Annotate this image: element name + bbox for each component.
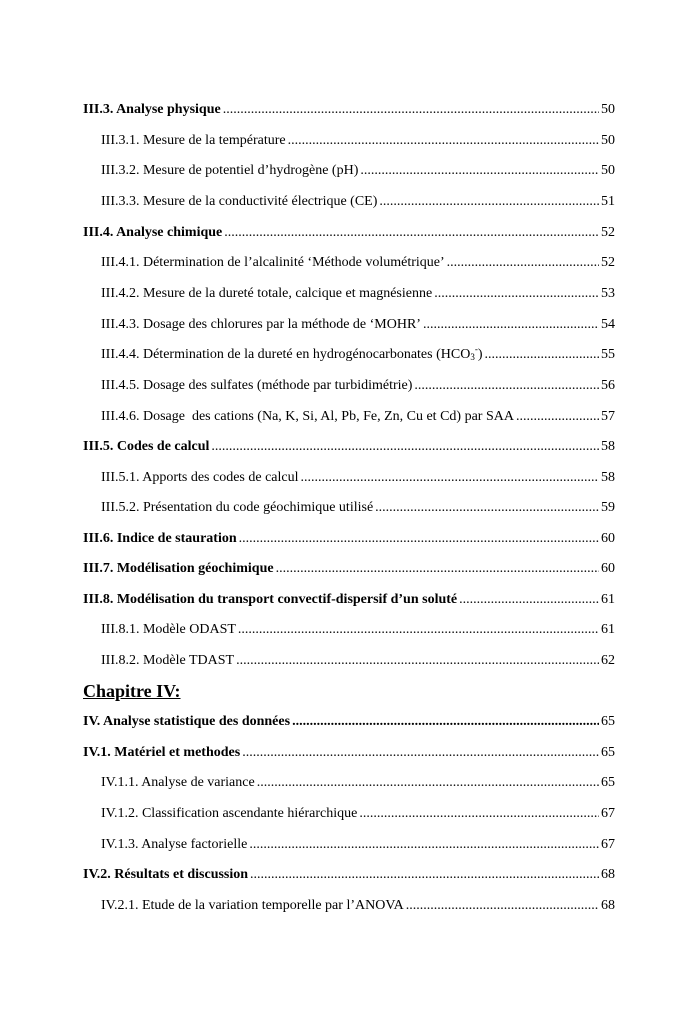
toc-entry[interactable] <box>101 836 615 854</box>
toc-entry-title: III.3.2. Mesure de potentiel d’hydrogène (pH) <box>101 163 359 178</box>
toc-entry-title: III.3. Analyse physique <box>83 102 221 117</box>
toc-entry[interactable] <box>101 652 615 670</box>
toc-entry-page: 50 <box>601 163 615 178</box>
subscript: 3 <box>470 352 475 362</box>
toc-entry-title: IV.1.2. Classification ascendante hiérarchique <box>101 806 358 821</box>
toc-entry[interactable] <box>83 713 615 731</box>
toc-entry-title <box>101 346 482 364</box>
toc-entry-page: 59 <box>601 500 615 515</box>
toc-entry-page: 68 <box>601 867 615 882</box>
toc-entry[interactable] <box>101 469 615 487</box>
toc-entry-title: III.6. Indice de stauration <box>83 531 237 546</box>
toc-entry-page: 58 <box>601 470 615 485</box>
toc-entry[interactable] <box>83 866 615 884</box>
toc-entry[interactable] <box>101 774 615 792</box>
toc-entry-title: III.4.3. Dosage des chlorures par la méthode de ‘MOHR’ <box>101 317 421 332</box>
toc-entry-page: 52 <box>601 255 615 270</box>
dot-leader <box>292 713 599 731</box>
dot-leader <box>224 224 599 242</box>
dot-leader <box>379 193 599 211</box>
dot-leader <box>242 744 599 762</box>
toc-entry-page: 61 <box>601 622 615 637</box>
chapter-heading[interactable]: Chapitre IV: <box>83 681 181 701</box>
toc-entry-page: 55 <box>601 347 615 362</box>
dot-leader <box>249 836 599 854</box>
toc-entry-page: 68 <box>601 898 615 913</box>
toc-entry[interactable] <box>83 530 615 548</box>
toc-entry-page: 67 <box>601 806 615 821</box>
toc-entry[interactable] <box>101 316 615 334</box>
toc-entry-title: IV. Analyse statistique des données <box>83 714 291 729</box>
dot-leader <box>211 438 599 456</box>
toc-entry-page: 65 <box>601 775 615 790</box>
dot-leader <box>459 591 599 609</box>
toc-entry[interactable] <box>83 591 615 609</box>
dot-leader <box>239 530 599 548</box>
toc-entry[interactable] <box>101 408 615 426</box>
toc-entry-title: III.8.2. Modèle TDAST <box>101 653 235 668</box>
toc-entry[interactable] <box>101 897 615 915</box>
toc-entry-page: 54 <box>601 317 615 332</box>
dot-leader <box>236 652 599 670</box>
toc-entry-page: 50 <box>601 102 615 117</box>
dot-leader <box>288 132 599 150</box>
toc-entry-title: III.7. Modélisation géochimique <box>83 561 274 576</box>
toc-entry-page: 51 <box>601 194 615 209</box>
toc-entry[interactable] <box>101 132 615 150</box>
dot-leader <box>484 346 599 364</box>
toc-entry-title: III.4.5. Dosage des sulfates (méthode par turbidimétrie) <box>101 378 413 393</box>
toc-entry-page: 58 <box>601 439 615 454</box>
toc-entry-title: IV.1. Matériel et methodes <box>83 745 241 760</box>
toc-entry[interactable] <box>83 438 615 456</box>
dot-leader <box>414 377 599 395</box>
toc-entry-page: 65 <box>601 714 615 729</box>
toc-entry-title: IV.1.3. Analyse factorielle <box>101 837 248 852</box>
dot-leader <box>375 499 599 517</box>
toc-entry-title: III.3.1. Mesure de la température <box>101 133 286 148</box>
dot-leader <box>360 162 599 180</box>
toc-entry-page: 57 <box>601 409 615 424</box>
toc-entry-page: 60 <box>601 561 615 576</box>
toc-entry-title: III.8.1. Modèle ODAST <box>101 622 236 637</box>
toc-entry[interactable] <box>101 377 615 395</box>
dot-leader <box>423 316 599 334</box>
toc-entry-page: 60 <box>601 531 615 546</box>
toc-entry-page: 67 <box>601 837 615 852</box>
toc-entry-page: 52 <box>601 225 615 240</box>
toc-entry[interactable] <box>83 744 615 762</box>
dot-leader <box>257 774 599 792</box>
toc-entry-title-end: ) <box>477 347 483 362</box>
toc-entry-title: III.3.3. Mesure de la conductivité électrique (CE) <box>101 194 378 209</box>
dot-leader <box>250 866 599 884</box>
toc-entry[interactable] <box>83 560 615 578</box>
toc-entry-page: 53 <box>601 286 615 301</box>
dot-leader <box>238 621 599 639</box>
dot-leader <box>516 408 599 426</box>
toc-entry[interactable] <box>101 346 615 364</box>
dot-leader <box>223 101 599 119</box>
toc-entry[interactable] <box>101 285 615 303</box>
toc-entry[interactable] <box>83 224 615 242</box>
toc-entry[interactable] <box>101 621 615 639</box>
toc-entry[interactable] <box>101 805 615 823</box>
superscript: - <box>474 344 478 354</box>
toc-entry-page: 56 <box>601 378 615 393</box>
dot-leader <box>406 897 599 915</box>
dot-leader <box>359 805 599 823</box>
toc-entry-title: III.4.2. Mesure de la dureté totale, calcique et magnésienne <box>101 286 433 301</box>
toc-entry-page: 61 <box>601 592 615 607</box>
toc-entry-title: III.4.6. Dosage des cations (Na, K, Si, Al, Pb, Fe, Zn, Cu et Cd) par SAA <box>101 409 514 424</box>
toc-entry-title: III.5. Codes de calcul <box>83 439 210 454</box>
toc-entry[interactable] <box>101 162 615 180</box>
toc-entry-title: III.5.2. Présentation du code géochimique utilisé <box>101 500 374 515</box>
dot-leader <box>434 285 599 303</box>
toc-entry-title: III.5.1. Apports des codes de calcul <box>101 470 299 485</box>
toc-entry-title-main: III.4.4. Détermination de la dureté en hydrogénocarbonates (HCO <box>101 347 471 362</box>
toc-entry-title: IV.2.1. Etude de la variation temporelle par l’ANOVA <box>101 898 404 913</box>
dot-leader <box>276 560 599 578</box>
toc-entry-title: III.8. Modélisation du transport convectif-dispersif d’un soluté <box>83 592 458 607</box>
toc-entry[interactable] <box>101 254 615 272</box>
toc-entry-title: III.4.1. Détermination de l’alcalinité ‘Méthode volumétrique’ <box>101 255 445 270</box>
toc-entry-title: III.4. Analyse chimique <box>83 225 223 240</box>
dot-leader <box>447 254 599 272</box>
toc-entry-page: 50 <box>601 133 615 148</box>
dot-leader <box>301 469 600 487</box>
toc-entry-page: 62 <box>601 653 615 668</box>
toc-entry-page: 65 <box>601 745 615 760</box>
toc-entry[interactable] <box>83 101 615 119</box>
toc-entry-title: IV.2. Résultats et discussion <box>83 867 249 882</box>
toc-entry[interactable] <box>101 499 615 517</box>
toc-entry[interactable] <box>101 193 615 211</box>
toc-entry-title: IV.1.1. Analyse de variance <box>101 775 255 790</box>
